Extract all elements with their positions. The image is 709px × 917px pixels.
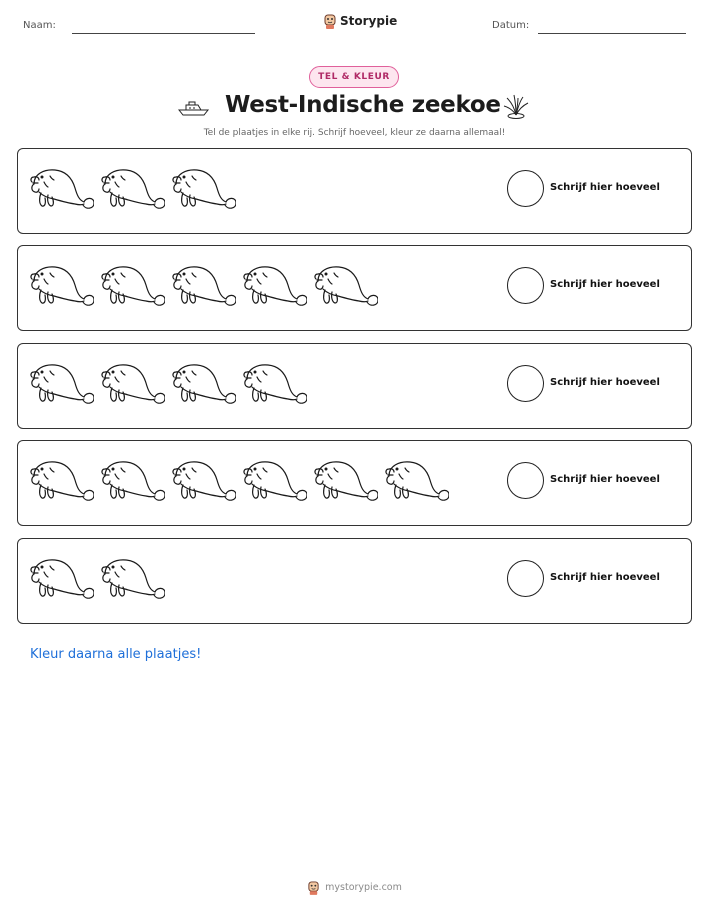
- manatee-icon[interactable]: [99, 554, 165, 604]
- picture-group: [28, 456, 449, 506]
- date-label: Datum:: [492, 20, 530, 31]
- name-line[interactable]: [72, 33, 255, 34]
- brand-name: Storypie: [340, 14, 398, 28]
- manatee-icon[interactable]: [28, 164, 94, 214]
- picture-group: [28, 261, 378, 311]
- manatee-icon[interactable]: [99, 359, 165, 409]
- footer-note: Kleur daarna alle plaatjes!: [30, 647, 202, 662]
- manatee-icon[interactable]: [28, 554, 94, 604]
- manatee-icon[interactable]: [99, 164, 165, 214]
- activity-tag: TEL & KLEUR: [309, 66, 399, 88]
- storypie-mascot-icon: [307, 880, 320, 895]
- answer-circle[interactable]: [507, 170, 544, 207]
- picture-group: [28, 359, 307, 409]
- answer-circle[interactable]: [507, 365, 544, 402]
- manatee-icon[interactable]: [28, 359, 94, 409]
- manatee-icon[interactable]: [99, 456, 165, 506]
- manatee-icon[interactable]: [170, 261, 236, 311]
- manatee-icon[interactable]: [312, 456, 378, 506]
- manatee-icon[interactable]: [99, 261, 165, 311]
- counting-row: [17, 538, 692, 624]
- counting-row: [17, 440, 692, 526]
- counting-row: [17, 148, 692, 234]
- worksheet-header: [0, 0, 709, 50]
- manatee-icon[interactable]: [383, 456, 449, 506]
- name-label: Naam:: [23, 20, 56, 31]
- instructions: Tel de plaatjes in elke rij. Schrijf hoeveel, kleur ze daarna allemaal!: [203, 128, 506, 138]
- title-row: [0, 92, 709, 124]
- manatee-icon[interactable]: [241, 456, 307, 506]
- answer-label: Schrijf hier hoeveel: [550, 474, 660, 485]
- manatee-icon[interactable]: [170, 359, 236, 409]
- answer-label: Schrijf hier hoeveel: [550, 572, 660, 583]
- answer-label: Schrijf hier hoeveel: [550, 182, 660, 193]
- answer-label: Schrijf hier hoeveel: [550, 279, 660, 290]
- brand-logo: [323, 13, 397, 29]
- manatee-icon[interactable]: [170, 456, 236, 506]
- storypie-mascot-icon: [323, 13, 337, 29]
- manatee-icon[interactable]: [28, 261, 94, 311]
- page-title: West-Indische zeekoe: [225, 92, 501, 118]
- answer-label: Schrijf hier hoeveel: [550, 377, 660, 388]
- manatee-icon[interactable]: [241, 359, 307, 409]
- seagrass-icon: [502, 92, 530, 120]
- answer-circle[interactable]: [507, 267, 544, 304]
- manatee-icon[interactable]: [312, 261, 378, 311]
- footer-site: mystorypie.com: [325, 882, 402, 893]
- answer-circle[interactable]: [507, 462, 544, 499]
- counting-row: [17, 343, 692, 429]
- manatee-icon[interactable]: [170, 164, 236, 214]
- counting-row: [17, 245, 692, 331]
- footer: [0, 880, 709, 895]
- manatee-icon[interactable]: [241, 261, 307, 311]
- picture-group: [28, 554, 165, 604]
- boat-icon: [178, 98, 210, 118]
- date-line[interactable]: [538, 33, 686, 34]
- picture-group: [28, 164, 236, 214]
- answer-circle[interactable]: [507, 560, 544, 597]
- manatee-icon[interactable]: [28, 456, 94, 506]
